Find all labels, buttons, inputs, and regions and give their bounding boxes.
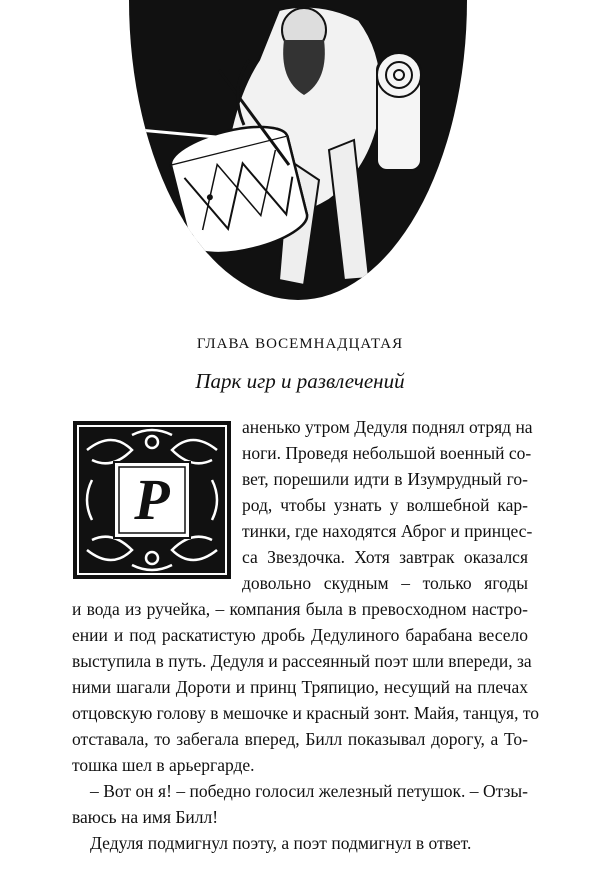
text-line: род, чтобы узнать у волшебной кар- [242,495,528,515]
drummer-illustration [129,0,467,300]
dropcap-letter: Р [134,467,170,532]
text-line: и вода из ручейка, – компания была в превосходном настро- [72,599,528,619]
text-line: тинки, где находятся Аброг и принцес- [242,521,533,541]
chapter-title: Парк игр и развлечений [195,369,405,393]
chapter-label: ГЛАВА ВОСЕМНАДЦАТАЯ [196,336,404,352]
text-line: аненько утром Дедуля поднял отряд на [242,417,533,437]
text-line: Дедуля подмигнул поэту, а поэт подмигнул в ответ. [90,833,472,853]
dropcap [72,420,232,580]
text-line: ении и под раскатистую дробь Дедулиного барабана весело [72,625,528,645]
text-line: отставала, то забегала вперед, Билл показывал дорогу, а То- [72,729,528,749]
text-line: ноги. Проведя небольшой военный со- [242,443,532,463]
text-line: ваюсь на имя Билл! [72,807,219,827]
text-line: выступила в путь. Дедуля и рассеянный поэт шли впереди, за [72,651,532,671]
text-line: вет, порешили идти в Изумрудный го- [242,469,528,489]
text-line: – Вот он я! – победно голосил железный петушок. – Отзы- [90,781,528,801]
text-line: довольно скудным – только ягоды [242,573,528,593]
text-line: ними шагали Дороти и принц Тряпицио, несущий на плечах [72,677,528,697]
text-line: са Звездочка. Хотя завтрак оказался [242,547,528,567]
text-line: отцовскую голову в мешочке и красный зонт. Майя, танцуя, то [72,703,539,723]
text-line: тошка шел в арьергарде. [72,755,255,775]
